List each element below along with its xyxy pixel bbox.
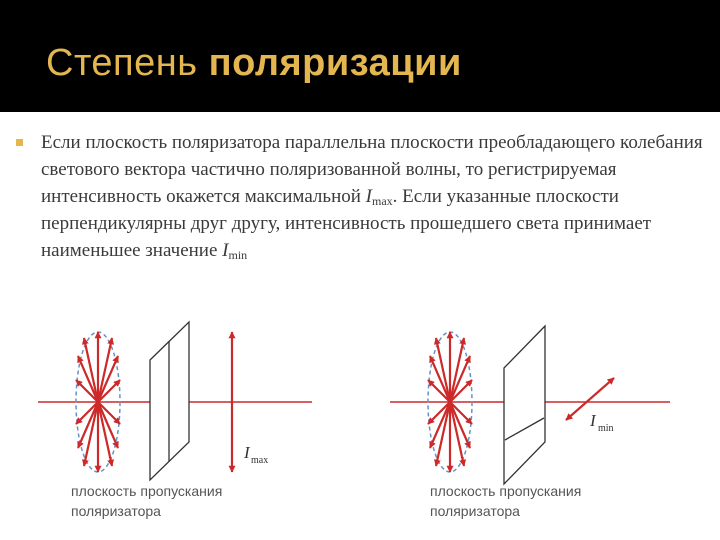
polarizer-plate-left [150,322,189,480]
i-min-label-sub: min [598,423,614,434]
caption-left-line1: плоскость пропускания [71,483,223,499]
body-text-2: . Если указанные плоскости перпендикулярны друг другу, интенсивность прошедшего света принимает наименьшее значение [41,186,652,261]
figure-left [38,322,312,519]
title-word-2: поляризации [208,42,462,84]
i-min-label: I [590,411,596,430]
caption-right-line2: поляризатора [430,503,520,519]
body-text-1: Если плоскость поляризатора параллельна плоскости преобладающего колебания светового вектора частично поляризованной волны, то регистрируемая интенсивность окажется максимальной [41,132,703,207]
title-word-1: Степень [46,42,198,84]
i-max-label: I [244,443,250,462]
caption-right-line1: плоскость пропускания [430,483,582,499]
i-max-subscript: max [372,194,393,208]
i-min-symbol: I [222,240,229,261]
i-max-symbol: I [365,186,372,207]
polarizer-plate-right [504,326,545,484]
i-min-subscript: min [228,248,248,262]
caption-left-line2: поляризатора [71,503,161,519]
figure-right [390,326,670,519]
i-max-label-sub: max [251,455,269,466]
transmitted-vector-min [590,378,614,399]
